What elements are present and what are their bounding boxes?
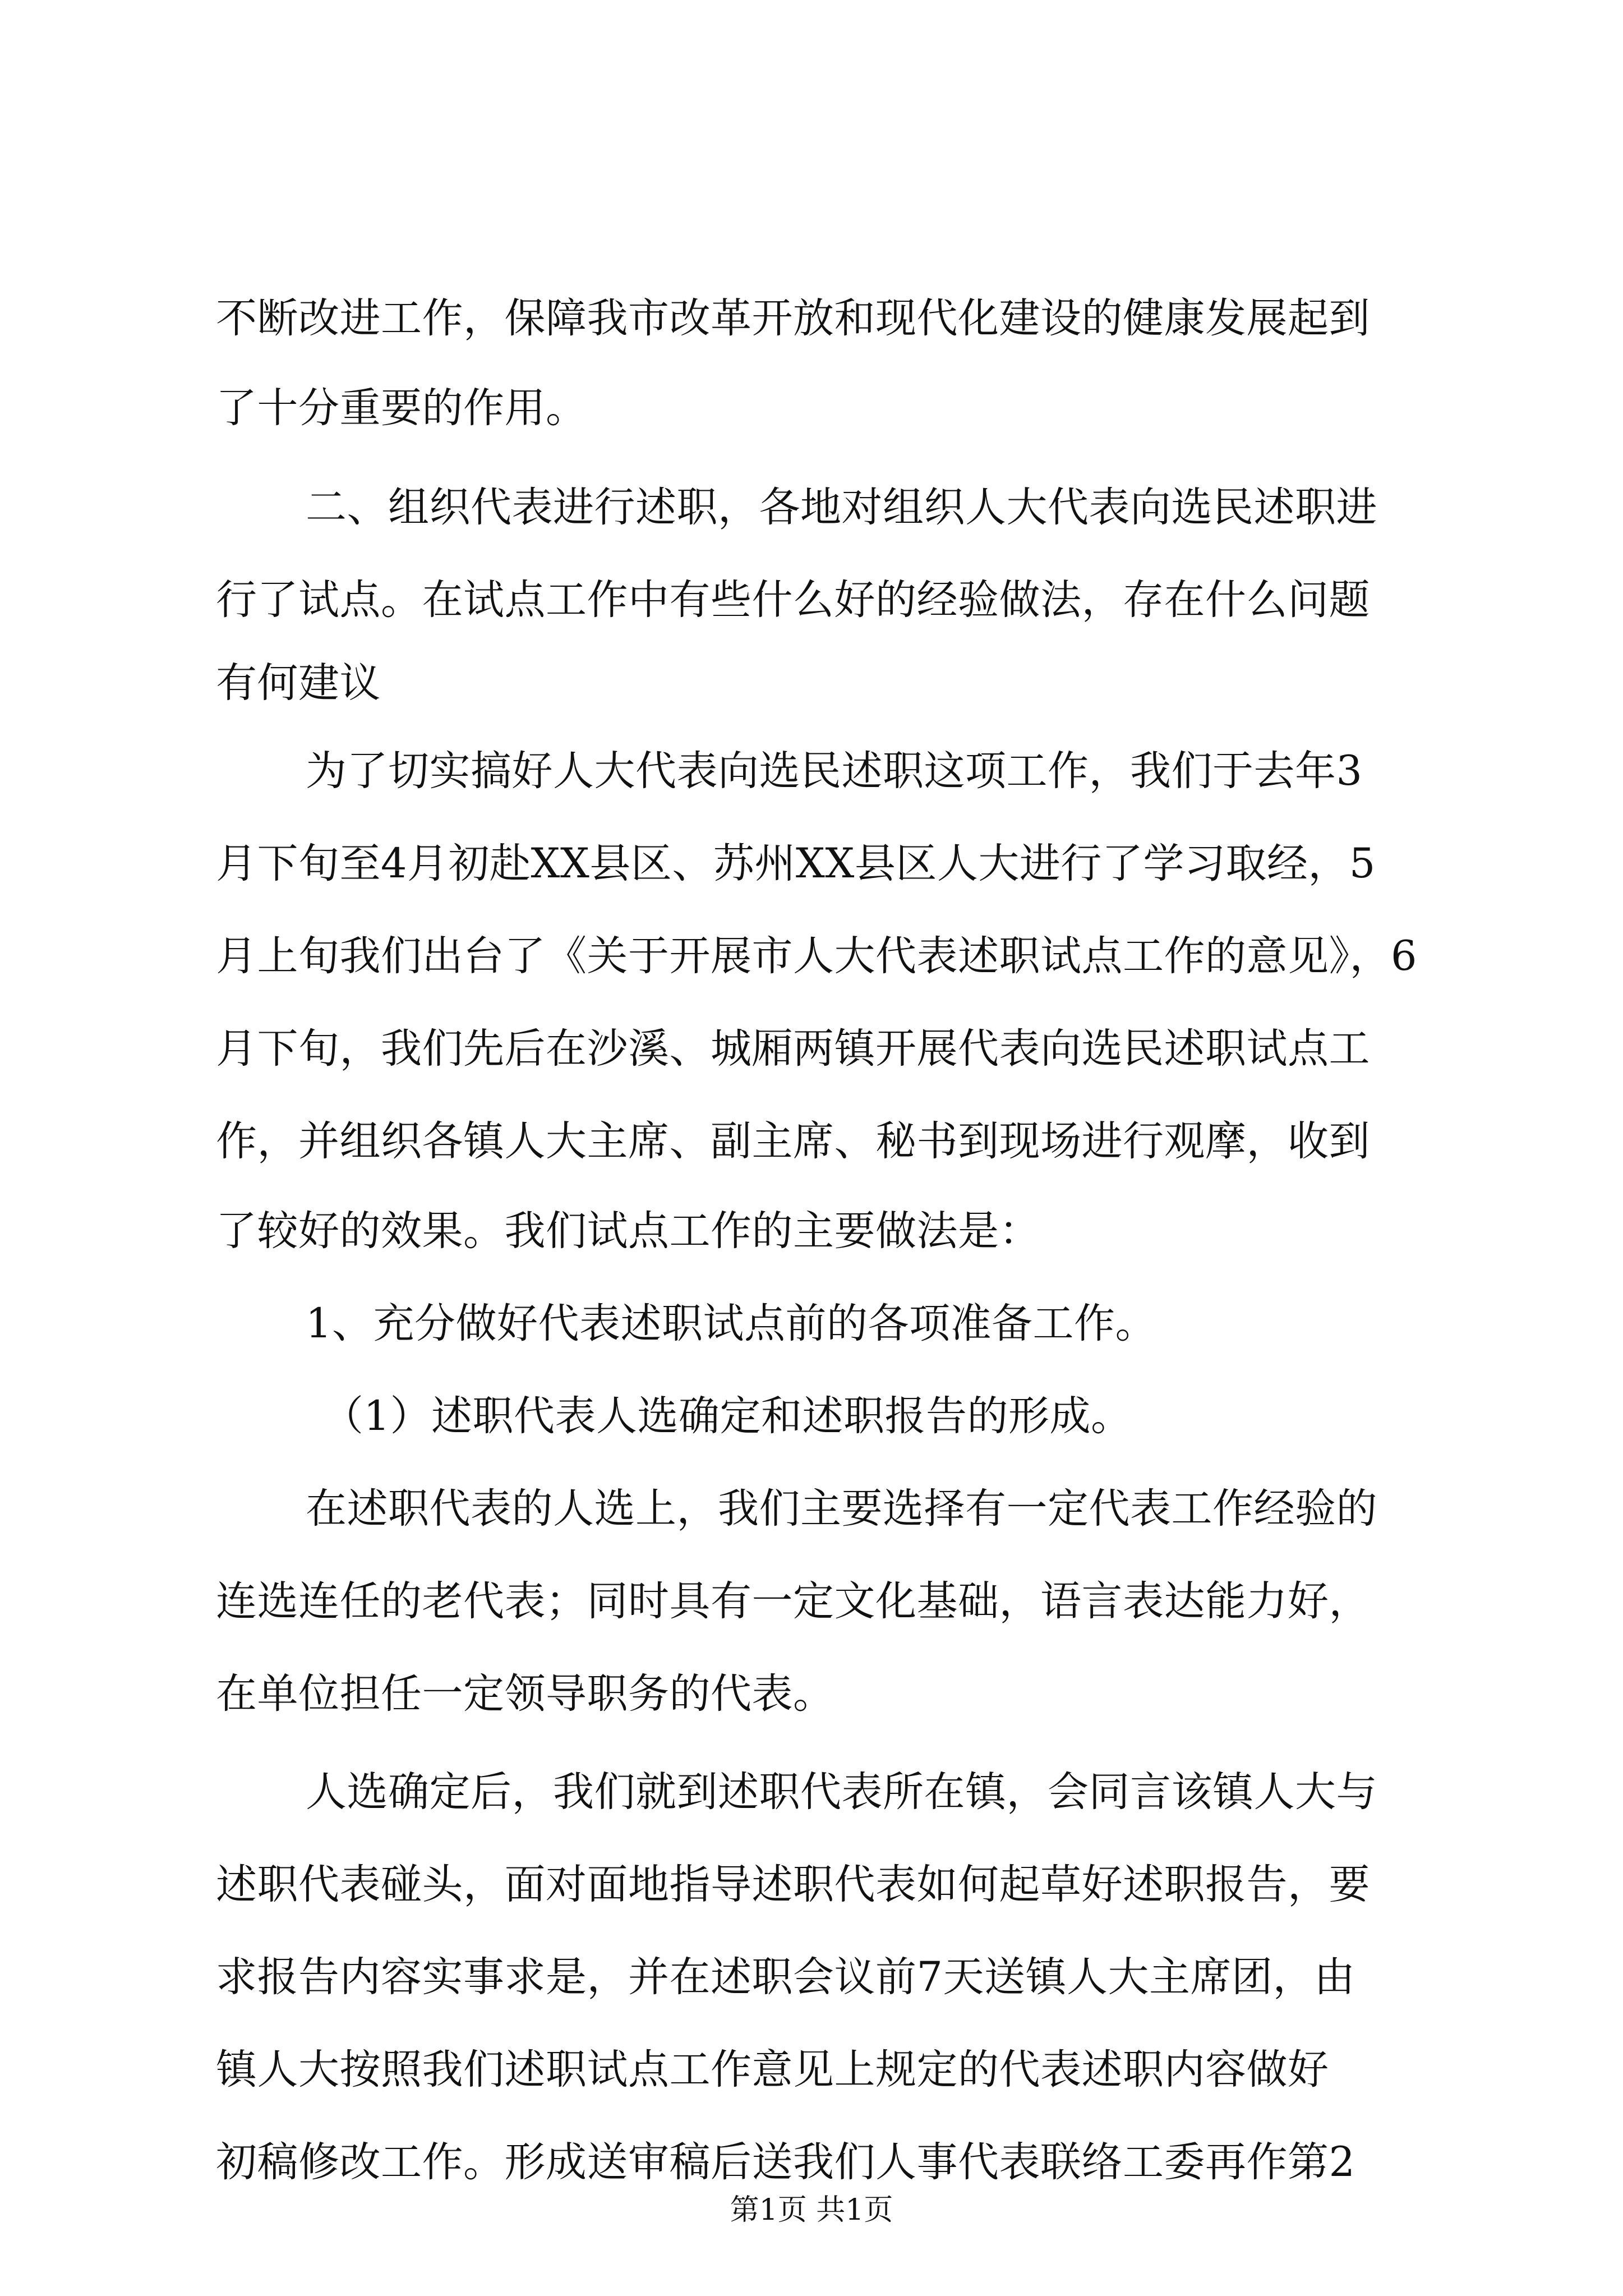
text-line: 作，并组织各镇人大主席、副主席、秘书到现场进行观摩，收到: [216, 1117, 1370, 1165]
text-line: 月上旬我们出台了《关于开展市人大代表述职试点工作的意见》，6: [216, 932, 1417, 980]
section-heading-line: 二、组织代表进行述职，各地对组织人大代表向选民述职进: [306, 484, 1377, 531]
text-line: 了十分重要的作用。: [216, 384, 587, 432]
section-heading-line: 有何建议: [216, 659, 381, 707]
text-line: 求报告内容实事求是，并在述职会议前7天送镇人大主席团，由: [216, 1953, 1355, 2001]
numbered-item: 1、充分做好代表述职试点前的各项准备工作。: [306, 1300, 1156, 1347]
page-footer: 第1页 共1页: [730, 2193, 893, 2227]
text-line: 月下旬至4月初赴XX县区、苏州XX县区人大进行了学习取经，5: [216, 840, 1376, 887]
text-line: 为了切实搞好人大代表向选民述职这项工作，我们于去年3: [306, 747, 1363, 795]
numbered-subitem: （1）述职代表人选确定和述职报告的形成。: [322, 1392, 1132, 1440]
text-line: 了较好的效果。我们试点工作的主要做法是：: [216, 1207, 1040, 1255]
text-line: 月下旬，我们先后在沙溪、城厢两镇开展代表向选民述职试点工: [216, 1025, 1370, 1073]
text-line: 初稿修改工作。形成送审稿后送我们人事代表联络工委再作第2: [216, 2138, 1355, 2186]
text-line: 人选确定后，我们就到述职代表所在镇，会同言该镇人大与: [306, 1768, 1377, 1816]
section-heading-line: 行了试点。在试点工作中有些什么好的经验做法，存在什么问题: [216, 576, 1370, 624]
text-line: 连选连任的老代表；同时具有一定文化基础，语言表达能力好，: [216, 1577, 1370, 1625]
text-line: 在单位担任一定领导职务的代表。: [216, 1670, 834, 1718]
text-line: 述职代表碰头，面对面地指导述职代表如何起草好述职报告，要: [216, 1861, 1370, 1908]
text-line: 在述职代表的人选上，我们主要选择有一定代表工作经验的: [306, 1485, 1377, 1533]
text-line: 不断改进工作，保障我市改革开放和现代化建设的健康发展起到: [216, 295, 1370, 342]
text-line: 镇人大按照我们述职试点工作意见上规定的代表述职内容做好: [216, 2046, 1329, 2093]
